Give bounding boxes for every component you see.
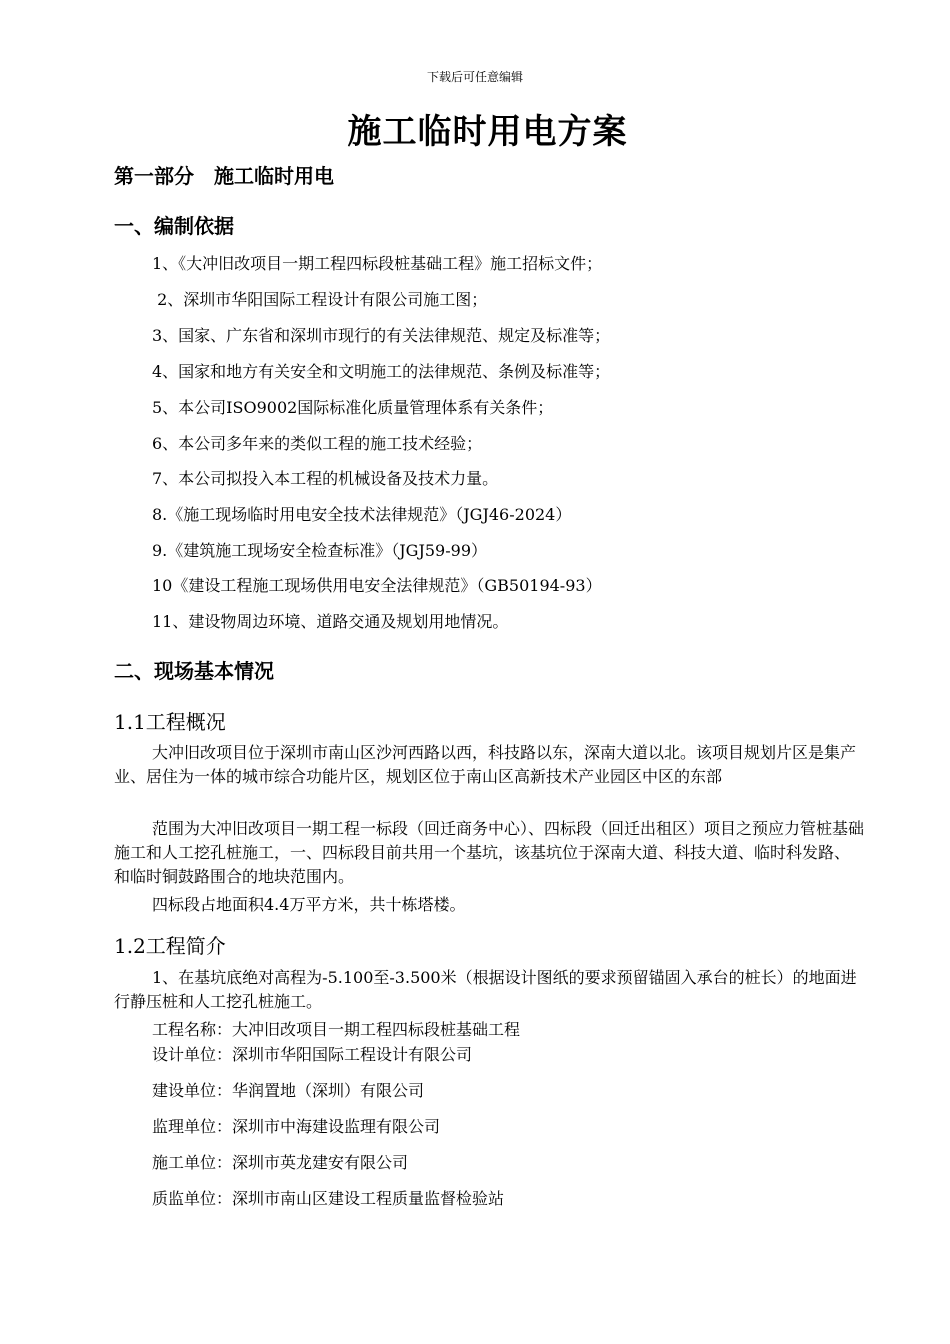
section-heading-basis: 一、编制依据	[114, 214, 234, 238]
overview-paragraph: 四标段占地面积4.4万平方米，共十栋塔楼。	[152, 895, 466, 914]
basis-item: 7、本公司拟投入本工程的机械设备及技术力量。	[152, 469, 499, 488]
basis-item: 2、深圳市华阳国际工程设计有限公司施工图；	[152, 290, 488, 309]
project-info-line: 施工单位：深圳市英龙建安有限公司	[152, 1153, 409, 1172]
project-info-line: 监理单位：深圳市中海建设监理有限公司	[152, 1117, 441, 1136]
project-info-line: 质监单位：深圳市南山区建设工程质量监督检验站	[152, 1189, 505, 1208]
part-title: 第一部分 施工临时用电	[114, 164, 334, 188]
header-note: 下载后可任意编辑	[426, 70, 523, 84]
basis-item: 3、国家、广东省和深圳市现行的有关法律规范、规定及标准等；	[152, 326, 611, 345]
section-heading-site: 二、现场基本情况	[114, 659, 274, 683]
basis-item: 1、《大冲旧改项目一期工程四标段桩基础工程》施工招标文件；	[152, 254, 603, 273]
project-info-line: 工程名称：大冲旧改项目一期工程四标段桩基础工程	[152, 1020, 521, 1039]
basis-item: 5、本公司ISO9002国际标准化质量管理体系有关条件；	[152, 398, 554, 417]
basis-item: 10《建设工程施工现场供用电安全法律规范》（GB50194-93）	[152, 576, 602, 595]
basis-item: 6、本公司多年来的类似工程的施工技术经验；	[152, 434, 483, 453]
basis-item: 11、建设物周边环境、道路交通及规划用地情况。	[152, 612, 509, 631]
overview-paragraph: 大冲旧改项目位于深圳市南山区沙河西路以西，科技路以东，深南大道以北。该项目规划片区是集产业、居住为一体的城市综合功能片区，规划区位于南山区高新技术产业园区中区的东部	[114, 743, 857, 786]
project-info-line: 建设单位：华润置地（深圳）有限公司	[152, 1081, 425, 1100]
basis-item: 9.《建筑施工现场安全检查标准》（JGJ59-99）	[152, 541, 488, 560]
basis-item: 8.《施工现场临时用电安全技术法律规范》（JGJ46-2024）	[152, 505, 572, 524]
overview-paragraph: 范围为大冲旧改项目一期工程一标段（回迁商务中心）、四标段（回迁出租区）项目之预应力管桩基础施工和人工挖孔桩施工，一、四标段目前共用一个基坑，该基坑位于深南大道、科技大道、临时科发路、和临时铜鼓路围合的地块范围内。	[114, 819, 865, 886]
project-info-line: 设计单位：深圳市华阳国际工程设计有限公司	[152, 1045, 473, 1064]
document-title: 施工临时用电方案	[347, 112, 628, 152]
intro-paragraph: 1、在基坑底绝对高程为-5.100至-3.500米（根据设计图纸的要求预留锚固入承台的桩长）的地面进行静压桩和人工挖孔桩施工。	[114, 968, 857, 1011]
subsection-heading-intro: 1.2工程简介	[114, 934, 226, 958]
subsection-heading-overview: 1.1工程概况	[114, 710, 226, 734]
basis-item: 4、国家和地方有关安全和文明施工的法律规范、条例及标准等；	[152, 362, 611, 381]
